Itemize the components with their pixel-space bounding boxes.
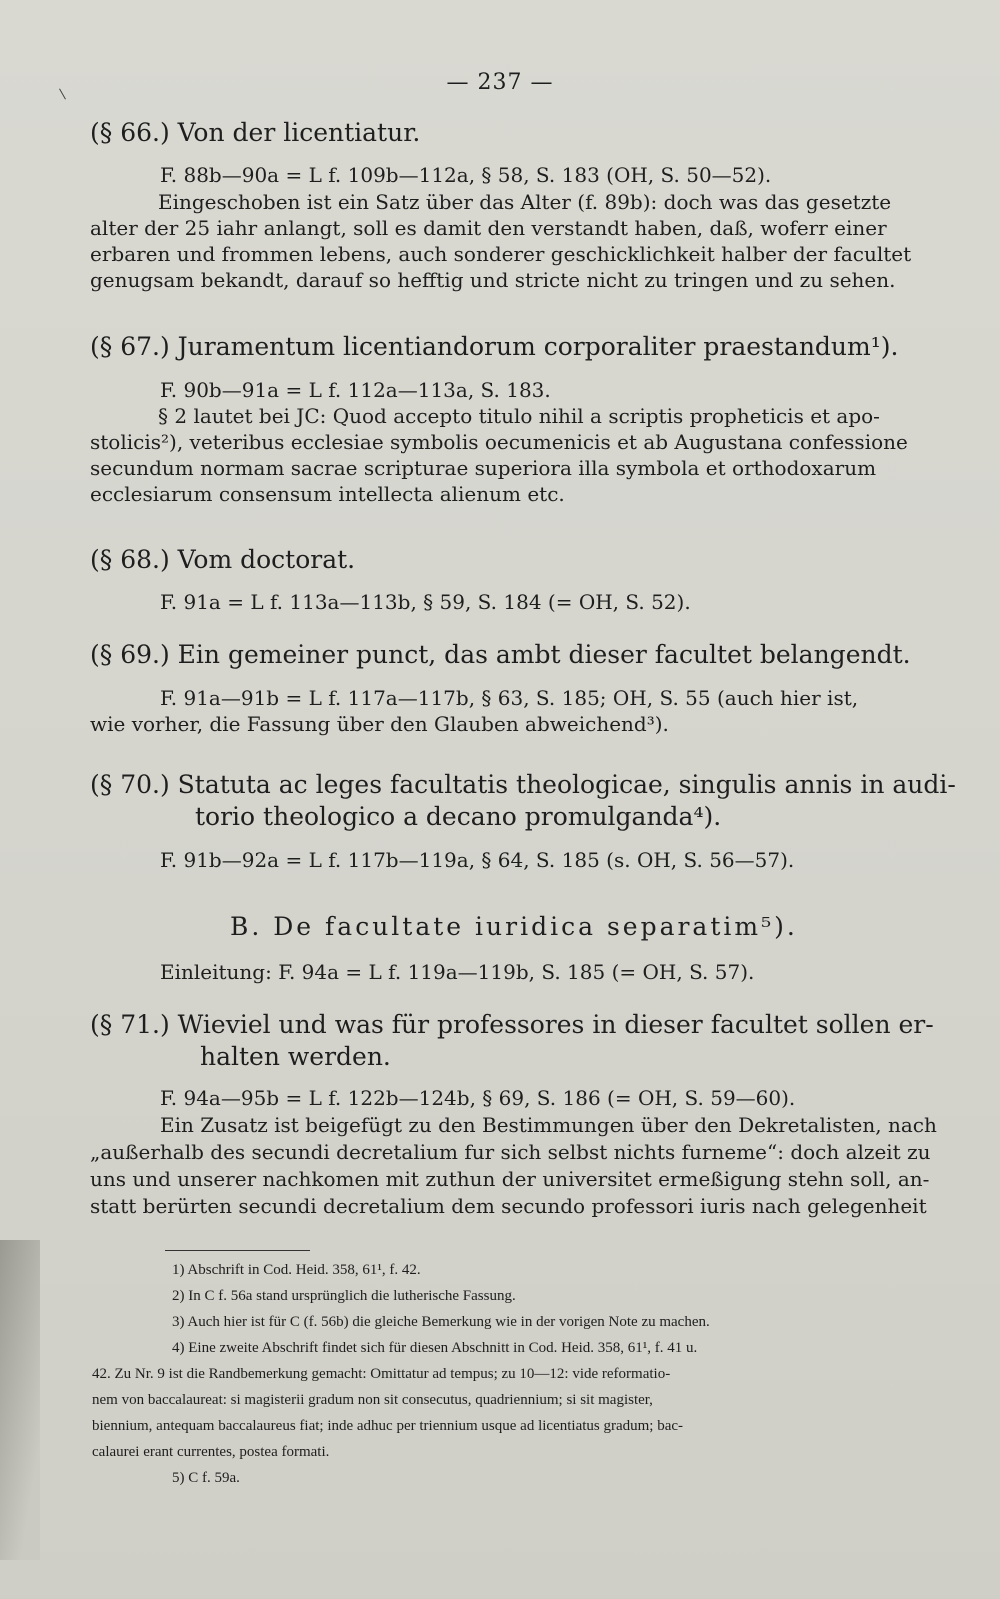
section-66-line-4: genugsam bekandt, darauf so hefftig und stricte nicht zu tringen und zu sehen. <box>90 268 896 292</box>
page-number: — 237 — <box>446 70 554 95</box>
section-69-ref: F. 91a—91b = L f. 117a—117b, § 63, S. 185; OH, S. 55 (auch hier ist, <box>160 686 859 710</box>
section-66-heading: (§ 66.) Von der licentiatur. <box>90 118 421 147</box>
section-66-line-2: alter der 25 iahr anlangt, soll es damit den verstandt haben, daß, woferr einer <box>90 216 887 240</box>
section-69-ref-line-2: wie vorher, die Fassung über den Glauben abweichend³). <box>90 712 669 736</box>
section-67-line-3: secundum normam sacrae scripturae superiora illa symbola et orthodoxarum <box>90 456 877 480</box>
footnote-4-line-2: 42. Zu Nr. 9 ist die Randbemerkung gemacht: Omittatur ad tempus; zu 10—12: vide reformatio- <box>92 1366 671 1382</box>
section-71-heading: (§ 71.) Wieviel und was für professores in dieser facultet sollen er- <box>90 1010 934 1039</box>
section-71-heading-line-2: halten werden. <box>200 1042 391 1071</box>
part-b-title: B. De facultate iuridica separatim⁵). <box>230 912 798 941</box>
section-66-line-1: Eingeschoben ist ein Satz über das Alter (f. 89b): doch was das gesetzte <box>158 190 892 214</box>
section-70-heading: (§ 70.) Statuta ac leges facultatis theologicae, singulis annis in audi- <box>90 770 956 799</box>
section-71-line-3: uns und unserer nachkomen mit zuthun der universitet ermeßigung stehn soll, an- <box>90 1167 930 1191</box>
section-70-ref: F. 91b—92a = L f. 117b—119a, § 64, S. 185 (s. OH, S. 56—57). <box>160 848 795 872</box>
section-69-heading: (§ 69.) Ein gemeiner punct, das ambt dieser facultet belangendt. <box>90 640 911 669</box>
footnote-4: 4) Eine zweite Abschrift findet sich für diesen Abschnitt in Cod. Heid. 358, 61¹, f. 41 u. <box>172 1340 698 1356</box>
section-67-ref: F. 90b—91a = L f. 112a—113a, S. 183. <box>160 378 551 402</box>
footnote-divider <box>165 1250 310 1251</box>
footnote-5: 5) C f. 59a. <box>172 1470 240 1486</box>
footnote-3: 3) Auch hier ist für C (f. 56b) die gleiche Bemerkung wie in der vorigen Note zu machen. <box>172 1314 710 1330</box>
footnote-4-line-4: biennium, antequam baccalaureus fiat; inde adhuc per triennium usque ad licentiatus gradum; bac- <box>92 1418 684 1434</box>
footnote-4-line-3: nem von baccalaureat: si magisterii gradum non sit consecutus, quadriennium; si sit magister, <box>92 1392 653 1408</box>
part-b-intro: Einleitung: F. 94a = L f. 119a—119b, S. 185 (= OH, S. 57). <box>160 960 755 984</box>
section-68-ref: F. 91a = L f. 113a—113b, § 59, S. 184 (= OH, S. 52). <box>160 590 691 614</box>
section-68-heading: (§ 68.) Vom doctorat. <box>90 545 356 574</box>
section-67-line-1: § 2 lautet bei JC: Quod accepto titulo nihil a scriptis propheticis et apo- <box>158 404 880 428</box>
section-71-line-2: „außerhalb des secundi decretalium fur sich selbst nichts furneme“: doch alzeit zu <box>90 1140 931 1164</box>
section-67-line-2: stolicis²), veteribus ecclesiae symbolis oecumenicis et ab Augustana confessione <box>90 430 908 454</box>
section-67-heading: (§ 67.) Juramentum licentiandorum corporaliter praestandum¹). <box>90 332 899 361</box>
footnote-1: 1) Abschrift in Cod. Heid. 358, 61¹, f. 42. <box>172 1262 421 1278</box>
section-67-line-4: ecclesiarum consensum intellecta alienum etc. <box>90 482 565 506</box>
section-71-line-1: Ein Zusatz ist beigefügt zu den Bestimmungen über den Dekretalisten, nach <box>160 1113 937 1137</box>
section-71-line-4: statt berürten secundi decretalium dem secundo professori iuris nach gelegenheit <box>90 1194 927 1218</box>
footnote-2: 2) In C f. 56a stand ursprünglich die lutherische Fassung. <box>172 1288 516 1304</box>
page-edge-shadow <box>0 1240 40 1560</box>
section-70-heading-line-2: torio theologico a decano promulganda⁴). <box>195 802 722 831</box>
section-71-ref: F. 94a—95b = L f. 122b—124b, § 69, S. 186 (= OH, S. 59—60). <box>160 1086 796 1110</box>
section-66-ref: F. 88b—90a = L f. 109b—112a, § 58, S. 183 (OH, S. 50—52). <box>160 163 772 187</box>
footnote-4-line-5: calaurei erant currentes, postea formati. <box>92 1444 330 1460</box>
section-66-line-3: erbaren und frommen lebens, auch sonderer geschicklichkeit halber der facultet <box>90 242 912 266</box>
